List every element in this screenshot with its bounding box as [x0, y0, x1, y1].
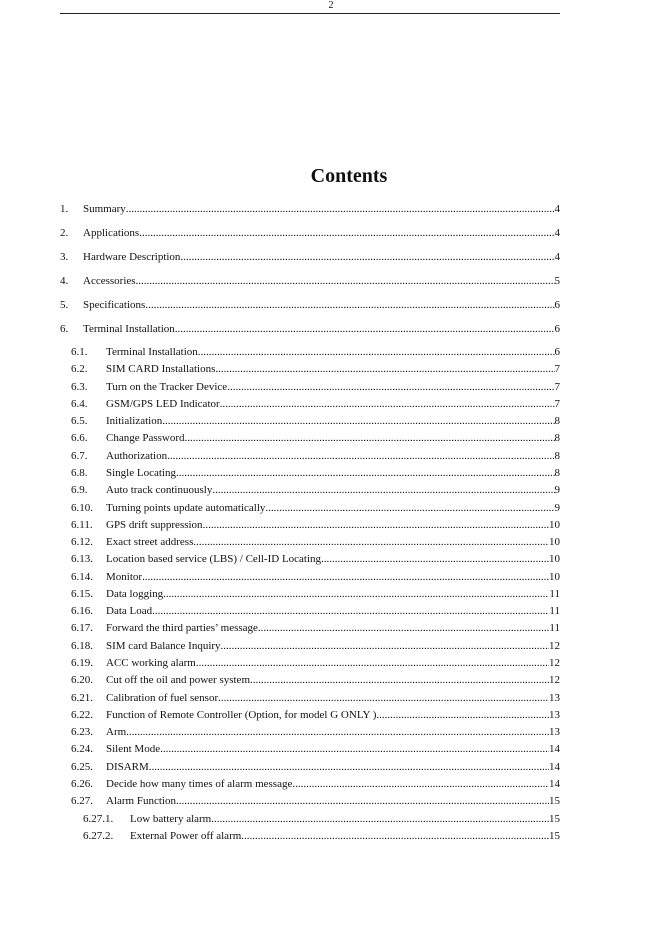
toc-dot-leader: [292, 777, 549, 792]
toc-entry[interactable]: [71, 449, 560, 464]
toc-entry-title: GSM/GPS LED Indicator: [106, 397, 220, 410]
toc-entry-page: 7: [554, 363, 560, 376]
toc-entry-title: Silent Mode: [106, 743, 161, 756]
toc-entry-page: 14: [549, 760, 560, 773]
toc-dot-leader: [211, 812, 549, 827]
toc-entry-title: Applications: [83, 227, 140, 239]
toc-entry[interactable]: [71, 501, 560, 516]
toc-entry-number: 6.14.: [71, 570, 93, 583]
toc-entry[interactable]: [71, 552, 560, 567]
toc-dot-leader: [139, 226, 554, 241]
toc-dot-leader: [152, 604, 549, 619]
toc-entry-page: 5: [554, 275, 560, 287]
toc-entry[interactable]: [60, 298, 560, 313]
toc-dot-leader: [136, 274, 555, 289]
toc-dot-leader: [198, 345, 555, 360]
toc-dot-leader: [167, 449, 554, 464]
toc-entry-number: 6.27.2.: [83, 829, 114, 842]
toc-entry-number: 1.: [60, 203, 69, 215]
toc-entry-page: 13: [549, 691, 560, 704]
toc-entry-title: External Power off alarm: [130, 829, 242, 842]
toc-entry-number: 6.8.: [71, 466, 88, 479]
toc-entry[interactable]: [71, 535, 560, 550]
toc-entry[interactable]: [60, 202, 560, 217]
toc-entry-page: 8: [554, 449, 560, 462]
toc-entry-title: SIM card Balance Inquiry: [106, 639, 221, 652]
toc-entry-title: DISARM: [106, 760, 149, 773]
toc-entry-title: Terminal Installation: [106, 346, 198, 358]
toc-entry[interactable]: [71, 587, 560, 602]
toc-entry[interactable]: [71, 777, 560, 792]
toc-dot-leader: [227, 380, 554, 395]
toc-dot-leader: [218, 691, 549, 706]
toc-entry-title: SIM CARD Installations: [106, 363, 216, 376]
toc-entry-title: Data logging: [106, 587, 164, 600]
toc-entry-page: 9: [554, 501, 560, 514]
toc-entry-number: 6.20.: [71, 674, 93, 687]
toc-entry-number: 6.24.: [71, 743, 93, 756]
toc-entry-page: 10: [549, 536, 560, 549]
toc-dot-leader: [126, 725, 549, 740]
toc-dot-leader: [241, 829, 549, 844]
toc-entry-title: Alarm Function: [106, 795, 176, 808]
toc-entry-title: Authorization: [106, 449, 168, 462]
toc-dot-leader: [162, 414, 554, 429]
toc-entry-title: Turn on the Tracker Device: [106, 380, 228, 393]
toc-entry-number: 6.1.: [71, 346, 88, 358]
toc-entry-number: 6.27.: [71, 795, 93, 808]
toc-dot-leader: [163, 587, 549, 602]
toc-entry-title: Calibration of fuel sensor: [106, 691, 219, 704]
toc-entry-number: 6.2.: [71, 363, 88, 376]
toc-entry-number: 6.: [60, 323, 69, 335]
toc-entry[interactable]: [71, 639, 560, 654]
toc-entry-page: 14: [549, 778, 560, 790]
toc-dot-leader: [250, 673, 549, 688]
toc-entry-page: 6: [554, 346, 560, 358]
toc-entry[interactable]: [71, 760, 560, 775]
toc-entry[interactable]: [71, 414, 560, 429]
toc-dot-leader: [265, 501, 554, 516]
toc-entry-title: Low battery alarm: [130, 812, 212, 825]
toc-entry[interactable]: [71, 725, 560, 740]
toc-entry-page: 15: [549, 795, 560, 808]
toc-entry-number: 6.5.: [71, 415, 88, 428]
toc-entry[interactable]: [71, 673, 560, 688]
toc-entry-title: Cut off the oil and power system: [106, 674, 250, 687]
toc-entry[interactable]: [83, 812, 560, 827]
toc-entry-page: 10: [549, 570, 560, 583]
toc-entry-page: 10: [549, 518, 560, 531]
toc-entry[interactable]: [71, 604, 560, 619]
toc-entry-page: 13: [549, 708, 560, 721]
toc-dot-leader: [221, 639, 549, 654]
toc-entry-title: Location based service (LBS) / Cell-ID Locating: [106, 553, 322, 566]
toc-dot-leader: [196, 656, 549, 671]
toc-entry[interactable]: [60, 226, 560, 241]
toc-entry-title: Hardware Description: [83, 251, 181, 263]
toc-entry-page: 4: [554, 203, 560, 215]
toc-entry-page: 6: [554, 323, 560, 335]
toc-entry[interactable]: [71, 656, 560, 671]
toc-entry[interactable]: [71, 397, 560, 412]
toc-entry-number: 4.: [60, 275, 69, 287]
toc-dot-leader: [193, 535, 549, 550]
toc-entry-page: 4: [554, 251, 560, 263]
toc-entry-title: Auto track continuously: [106, 484, 213, 497]
toc-entry-number: 6.21.: [71, 691, 93, 704]
toc-entry-title: Forward the third parties’ message: [106, 622, 258, 635]
toc-dot-leader: [145, 298, 554, 313]
toc-entry-number: 6.27.1.: [83, 812, 114, 825]
page-number: 2: [328, 0, 334, 11]
toc-entry-page: 15: [549, 829, 560, 842]
toc-entry-page: 8: [554, 432, 560, 445]
toc-dot-leader: [176, 466, 555, 481]
toc-entry-number: 6.11.: [71, 518, 93, 531]
toc-entry-page: 8: [554, 415, 560, 428]
toc-entry-number: 6.3.: [71, 380, 88, 393]
toc-entry-number: 6.25.: [71, 760, 93, 773]
page-title: Contents: [310, 165, 388, 187]
toc-dot-leader: [215, 362, 554, 377]
toc-entry-title: Summary: [83, 203, 126, 215]
toc-entry-number: 6.23.: [71, 726, 93, 739]
toc-entry-page: 11: [549, 605, 560, 618]
toc-entry-page: 4: [554, 227, 560, 239]
toc-entry[interactable]: [71, 483, 560, 498]
toc-entry[interactable]: [71, 708, 560, 723]
toc-dot-leader: [212, 483, 554, 498]
toc-entry[interactable]: [60, 250, 560, 265]
toc-dot-leader: [160, 742, 549, 757]
toc-entry-title: GPS drift suppression: [106, 518, 203, 531]
toc-dot-leader: [126, 202, 555, 217]
toc-entry-page: 11: [549, 622, 560, 635]
toc-dot-leader: [176, 794, 549, 809]
toc-entry-number: 6.15.: [71, 587, 93, 600]
toc-entry[interactable]: [71, 621, 560, 636]
toc-entry-number: 5.: [60, 299, 69, 311]
toc-dot-leader: [180, 250, 554, 265]
toc-entry-title: Accessories: [83, 275, 136, 287]
toc-entry-number: 6.6.: [71, 432, 88, 445]
toc-dot-leader: [220, 397, 555, 412]
toc-entry-page: 13: [549, 726, 560, 739]
toc-entry[interactable]: [71, 345, 560, 360]
header-rule: [60, 13, 560, 14]
toc-dot-leader: [376, 708, 549, 723]
toc-entry-number: 6.7.: [71, 449, 88, 462]
toc-entry-page: 14: [549, 743, 560, 756]
toc-dot-leader: [321, 552, 549, 567]
toc-entry[interactable]: [71, 742, 560, 757]
toc-entry-title: Monitor: [106, 570, 143, 583]
toc-entry-page: 12: [549, 674, 560, 687]
toc-entry[interactable]: [71, 518, 560, 533]
toc-entry-number: 6.26.: [71, 778, 93, 790]
toc-entry-page: 7: [554, 397, 560, 410]
toc-entry[interactable]: [71, 466, 560, 481]
toc-entry-page: 7: [554, 380, 560, 393]
toc-entry-title: Decide how many times of alarm message: [106, 778, 293, 790]
toc-entry[interactable]: [71, 431, 560, 446]
toc-entry-title: Specifications: [83, 299, 146, 311]
toc-entry[interactable]: [71, 691, 560, 706]
toc-entry-page: 6: [554, 299, 560, 311]
toc-entry-number: 6.12.: [71, 536, 93, 549]
toc-entry-title: Exact street address: [106, 536, 194, 549]
toc-dot-leader: [175, 322, 555, 337]
toc-entry[interactable]: [60, 322, 560, 337]
toc-entry-page: 12: [549, 639, 560, 652]
toc-entry-title: Turning points update automatically: [106, 501, 266, 514]
toc-dot-leader: [258, 621, 549, 636]
toc-entry-page: 8: [554, 466, 560, 479]
toc-entry-title: Initialization: [106, 415, 163, 428]
toc-entry[interactable]: [60, 274, 560, 289]
toc-entry-number: 6.22.: [71, 708, 93, 721]
toc-entry-number: 2.: [60, 227, 69, 239]
toc-entry-page: 9: [554, 484, 560, 497]
toc-dot-leader: [149, 760, 549, 775]
toc-entry-number: 6.18.: [71, 639, 93, 652]
toc-entry-page: 11: [549, 587, 560, 600]
toc-entry[interactable]: [71, 380, 560, 395]
toc-entry-number: 6.10.: [71, 501, 93, 514]
toc-entry-number: 6.13.: [71, 553, 93, 566]
toc-entry-title: Data Load: [106, 605, 153, 618]
toc-dot-leader: [203, 518, 549, 533]
toc-entry-page: 15: [549, 812, 560, 825]
toc-entry-page: 10: [549, 553, 560, 566]
toc-entry-number: 6.9.: [71, 484, 88, 497]
toc-entry-number: 3.: [60, 251, 69, 263]
toc-entry-number: 6.17.: [71, 622, 93, 635]
toc-entry-title: ACC working alarm: [106, 657, 196, 670]
toc-entry-number: 6.16.: [71, 605, 93, 618]
toc-dot-leader: [185, 431, 555, 446]
toc-entry[interactable]: [71, 362, 560, 377]
toc-entry[interactable]: [71, 570, 560, 585]
toc-entry-title: Arm: [106, 726, 127, 739]
toc-entry[interactable]: [83, 829, 560, 844]
toc-entry-number: 6.19.: [71, 657, 93, 670]
toc-entry-title: Single Locating: [106, 466, 176, 479]
toc-entry-title: Terminal Installation: [83, 323, 175, 335]
toc-entry-page: 12: [549, 657, 560, 670]
toc-entry-title: Function of Remote Controller (Option, for model G ONLY ): [106, 708, 377, 721]
toc-entry-title: Change Password: [106, 432, 185, 445]
toc-entry-number: 6.4.: [71, 397, 88, 410]
toc-entry[interactable]: [71, 794, 560, 809]
toc-dot-leader: [142, 570, 549, 585]
